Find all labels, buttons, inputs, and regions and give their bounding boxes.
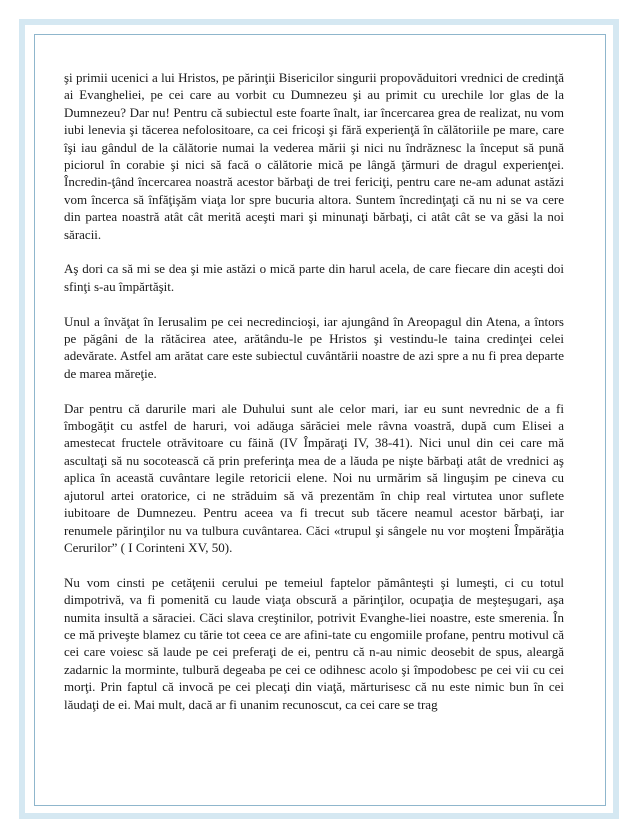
paragraph: şi primii ucenici a lui Hristos, pe părinţii Bisericilor singurii propovăduitori vrednici de credinţă ai Evangheliei, pe cei care au vorbit cu Dumnezeu şi au primit cu urechile lor glas de la Dumnezeu? Dar nu! Pentru că subiectul este foarte înalt, iar încercarea grea de realizat, nu vom iubi lenevia şi tăcerea nefolositoare, ca cei fricoşi şi fără experienţă în călătoriile pe mare, care îşi iau gândul de la călătorie numai la vederea mării şi nici nu îndrăznesc la început să pună piciorul în corabie şi nici să facă o călătorie mică pe lângă ţărmuri de dragul experienţei. Încredin-ţând încercarea noastră acestor bărbaţi de trei fericiţi, pentru care ne-am adunat astăzi vom încerca să înfăţişăm viaţa lor spre bucuria altora. Suntem încredinţaţi că nu ni se va cere din partea noastră atât cât merită aceşti mari şi minunaţi bărbaţi, ci atât cât se va găsi la noi săracii. [64,70,564,242]
paragraph: Nu vom cinsti pe cetăţenii cerului pe temeiul faptelor pământeşti şi lumeşti, ci cu totul dimpotrivă, va fi pomenită cu laude viaţa obscură a părinţilor, ocupaţia de meşteşugari, aşa numita insultă a săraciei. Căci slava creştinilor, potrivit Evanghe-liei noastre, este smerenia. În ce mă priveşte blamez cu tărie tot ceea ce are afini-tate cu engomiile profane, pentru motivul că cei care voiesc să laude pe cei preferaţi de ei, pentru că n-au nimic deosebit de spus, aleargă zadarnic la morminte, tulbură degeaba pe cei ce odihnesc acolo şi împodobesc pe cei vii cu cei morţi. Prin faptul că invocă pe cei plecaţi din viaţă, mărturisesc că nu este nimic bun în cei lăudaţi de ei. Mai mult, dacă ar fi unanim recunoscut, ca cei care se trag [64,574,564,712]
paragraph: Dar pentru că darurile mari ale Duhului sunt ale celor mari, iar eu sunt nevrednic de a fi îmbogăţit cu astfel de haruri, voi adăuga sărăciei mele râvna voastră, după cum Elisei a amestecat fructele otrăvitoare cu făină (IV Împăraţi IV, 38-41). Nici unul din cei care mă ascultaţi să nu socotească că prin preferinţa mea de a lăuda pe nişte bărbaţi atât de vrednici aş aplica în această cuvântare legile retoricii elene. Noi nu urmărim să linguşim pe cineva cu ajutorul artei oratorice, ci ne străduim să vă prezentăm în chip real virtutea unor suflete iubitoare de Dumnezeu. Pentru aceea va fi trecut sub tăcere neamul acestor bărbaţi, iar renumele părinţilor nu va tulbura cuvântarea. Căci «trupul şi sângele nu vor moşteni Împărăţia Cerurilor” ( I Corinteni XV, 50). [64,400,564,555]
paragraph: Unul a învăţat în Ierusalim pe cei necredincioşi, iar ajungând în Areopagul din Atena, a întors pe păgâni de la rătăcirea atee, arătându-le pe Hristos şi vestindu-le taina credinţei celei adevărate. Astfel am arătat care este subiectul cuvântării noastre de azi spre a nu fi prea departe de marea măreţie. [64,313,564,381]
paragraph: Aş dori ca să mi se dea şi mie astăzi o mică parte din harul acela, de care fiecare din aceşti doi sfinţi s-au împărtăşit. [64,261,564,294]
document-body [64,69,564,730]
